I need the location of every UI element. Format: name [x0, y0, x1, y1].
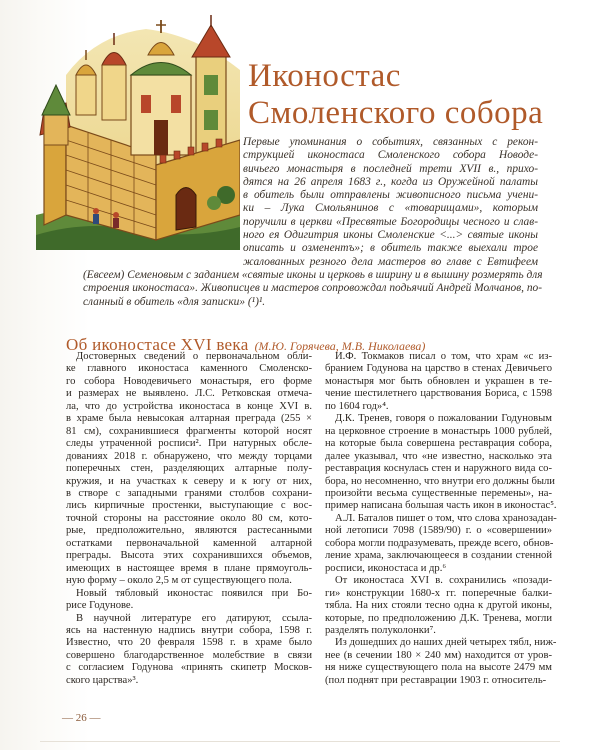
left-line: Известно, что 20 февраля 1598 г. в храме было [66, 637, 312, 649]
right-line: (пол поднят при реставрации 1903 г. относитель- [325, 674, 547, 686]
left-line: рисе Годунове. [66, 600, 134, 612]
intro-line: вичьего монастыря в последней трети XVII в., прихо- [243, 162, 538, 175]
right-line: произойти весьма существенные перемены», на- [325, 487, 552, 499]
right-line: пример написана большая часть икон в иконостас⁵. [325, 500, 557, 512]
intro-line: ки – Лука Смольянинов с «товарищами», которым [243, 202, 538, 215]
page-title [248, 58, 543, 132]
right-line: которые, по предположению Д.К. Тренева, могли [325, 612, 552, 624]
left-line: Новый тябловый иконостас появился при Бо- [76, 587, 312, 599]
right-line: И.Ф. Токмаков писал о том, что храм «с из- [335, 351, 552, 362]
left-line: поперечных стен, разделяющих алтарные полу- [66, 463, 312, 475]
right-line: От иконостаса XVI в. сохранились «позади- [335, 575, 552, 587]
right-line: Из дошедших до наших дней четырех тябл, ниж- [335, 637, 557, 649]
intro-line: сланный в обитель «для записки» (¹)¹. [83, 295, 266, 308]
bottom-rule [40, 741, 560, 742]
right-line: Д.К. Тренев, говоря о пожаловании Годуновым [335, 413, 552, 425]
title-line-1: Иконостас [248, 58, 401, 94]
right-line: на которые была совершена реставрация собора, [325, 438, 552, 450]
left-line: кружия, и на участках к северу и к югу от них, [66, 475, 312, 487]
intro-line: поручили в церкви «Пресвятые Богородицы чесного и слав- [243, 215, 538, 228]
right-line: по 1604 год»⁴. [325, 400, 389, 412]
intro-line: жалованных резного дела мастеров во главе с Евтифеем [243, 255, 538, 268]
right-line: на церковное строение в монастырь 1000 рублей, [325, 425, 552, 437]
left-line: В научной литературе его датируют, ссыла- [76, 612, 312, 624]
left-line: и размерах не выявлено. Л.С. Ретковская отмеча- [66, 388, 312, 400]
right-line: тябла. На них стояли тесно одна к другой иконы, [325, 600, 552, 612]
right-line: монастыря мог быть обновлен и украшен в те- [325, 375, 552, 387]
left-line: 81 см), сохранившиеся фрагменты которой носят [66, 425, 312, 437]
right-line: ня ниже существующего пола на высоте 2479 мм [325, 662, 552, 674]
left-line: совершено благодарственное молебствие в связи [66, 649, 312, 661]
left-line: ла, что до устройства иконостаса в конце XVI в. [66, 400, 312, 412]
left-line: с согласием Годунова «принять скипетр Москов- [66, 662, 312, 674]
left-line: в створе с западными гранями столбов сохрани- [66, 487, 312, 499]
right-column [325, 351, 557, 687]
right-line: чение шестилетнего царствования Бориса, с 1598 [325, 388, 552, 400]
right-line: нее (в сечении 180 × 240 мм) находится от уров- [325, 649, 552, 661]
right-line: реставрация коснулась стен и наружного вида со- [325, 463, 552, 475]
intro-paragraph [83, 136, 543, 309]
left-line: в храме была невысокая алтарная преграда (255 × [66, 413, 312, 425]
left-line: ную форму – около 2,5 м от существующего пола. [66, 575, 292, 587]
right-line: росписи, иконостаса и др.⁶ [325, 562, 447, 574]
right-line: ление храма, заключающееся в создании стенной [325, 550, 552, 562]
left-line: Достоверных сведений о первоначальном обли- [76, 351, 312, 362]
left-line: го собора Новодевичьего монастыря, его форме [66, 375, 312, 387]
section-authors: (М.Ю. Горячева, М.В. Николаева) [254, 339, 426, 353]
left-column [66, 351, 312, 687]
right-line: бранием Годунова на царство в стенах Девичьего [325, 363, 552, 375]
intro-line: строения иконостаса». Живописцев и мастеров сопровождал подьячий Андрей Молчанов, по- [83, 282, 543, 295]
right-line: ной летописи 7098 (1589/90) г. о «совершении» [325, 525, 552, 537]
right-line: бора, но несомненно, что внутри его должны были [325, 475, 555, 487]
right-line: разделять полуколонки⁷. [325, 624, 436, 636]
left-line: ясь на настенную надпись внутри собора, 1598 г. [66, 624, 312, 636]
left-line: остатками первоначальной каменной алтарной [66, 537, 312, 549]
right-line: далее указывал, что «не известно, насколько эта [325, 450, 552, 462]
left-line: ке главного иконостаса каменного Смоленско- [66, 363, 312, 375]
right-line: ги» конструкции 1680-х гг. поперечные балки- [325, 587, 552, 599]
page-number: — 26 — [62, 712, 101, 724]
title-line-2: Смоленского собора [248, 95, 544, 131]
intro-line: ного ея Одигитрия иконы Смоленские <...> святые иконы [243, 229, 538, 242]
left-line: следы утраченной росписи². При натурных обсле- [66, 438, 312, 450]
right-line: собора могли подразумевать, прежде всего, обнов- [325, 537, 554, 549]
left-line: имеющих в настоящее время в плане прямоуголь- [66, 562, 312, 574]
left-line: преграды. Высота этих сохранившихся объемов, [66, 550, 312, 562]
intro-line: Первые упоминания о событиях, связанных с рекон- [243, 136, 538, 148]
left-line: ского царства»³. [66, 674, 139, 686]
section-title: Об иконостасе XVI века [66, 335, 249, 354]
left-line: дованиях 2018 г. обнаружено, что между торцами [66, 450, 312, 462]
left-line: лись кирпичные простенки, выступающие с вос- [66, 500, 312, 512]
intro-line: (Евсеем) Семеновым с заданием «святые иконы и церковь в ширину и в вышину розмерять для [83, 268, 543, 281]
intro-line: струкцией иконостаса Смоленского собора Новоде- [243, 149, 538, 162]
intro-line: в обитель были отправлены живописного письма учени- [243, 189, 538, 202]
intro-line: дятся на 26 апреля 1683 г., когда из Оружейной палаты [243, 175, 538, 188]
intro-line: описать и озменентъ»; в обитель также выехали трое [243, 242, 538, 255]
right-line: А.Л. Баталов пишет о том, что слова хранозадан- [335, 512, 557, 524]
left-line: точной стороны на расстояние около 80 см, кото- [66, 512, 312, 524]
left-line: рые, предположительно, являются растесанными [66, 525, 312, 537]
